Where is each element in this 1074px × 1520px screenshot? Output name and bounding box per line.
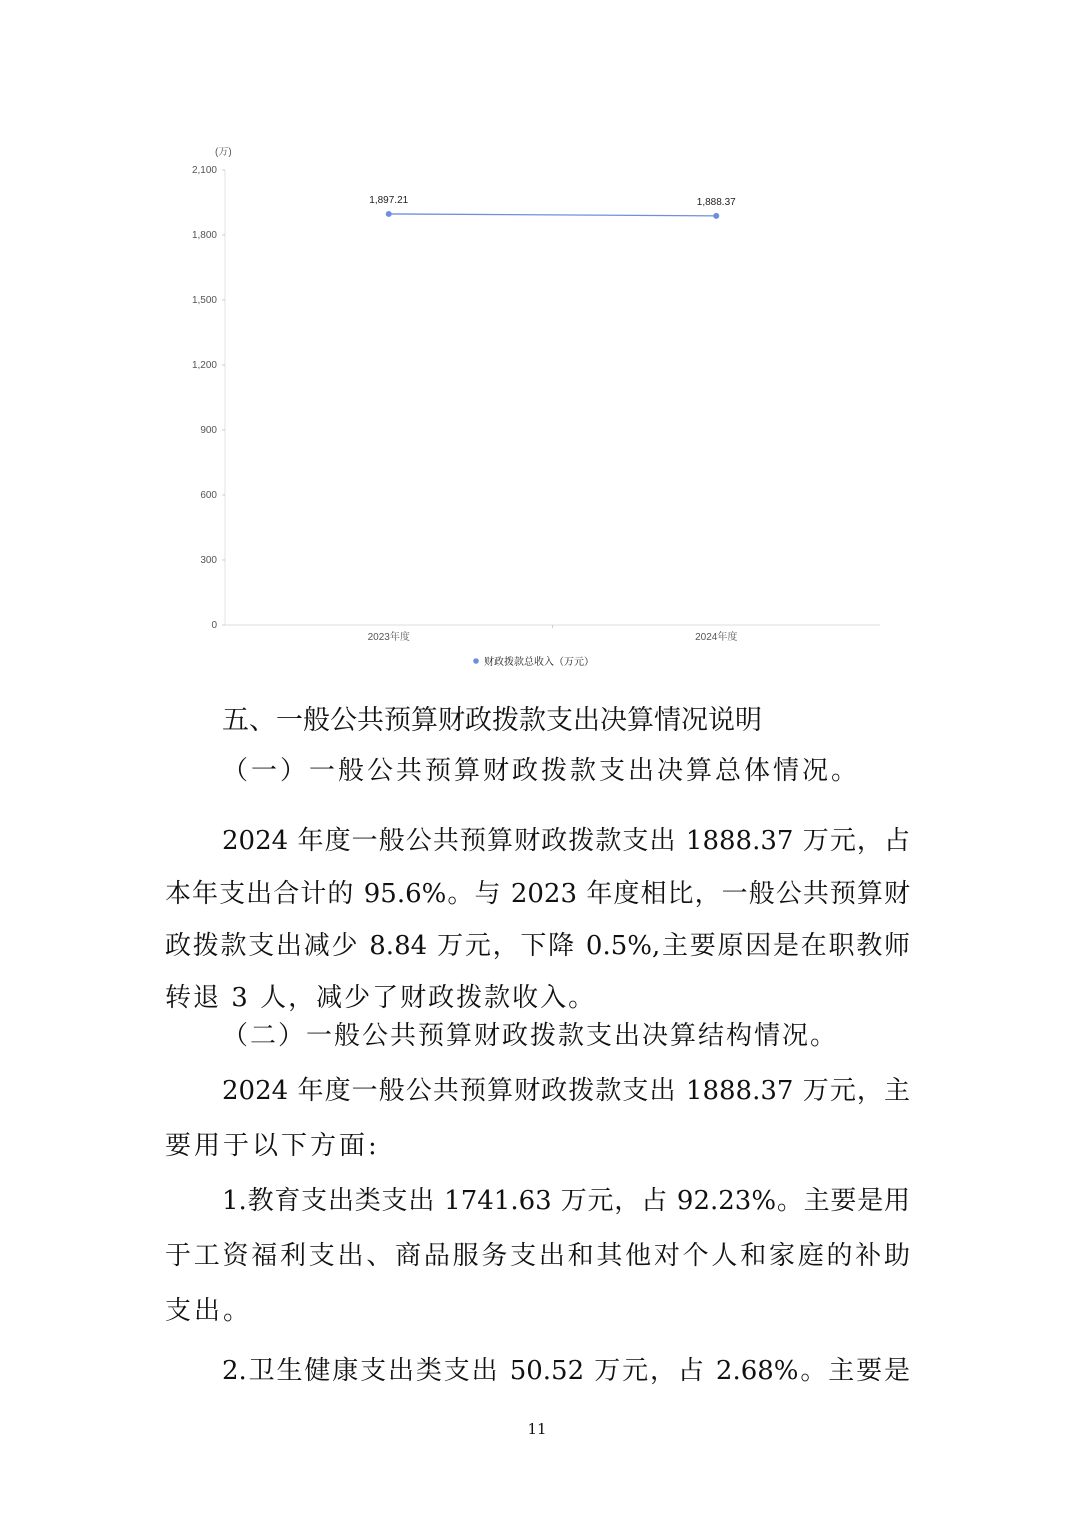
y-tick-label: 0 [211,620,217,631]
y-tick-label: 600 [200,490,217,501]
data-point [713,213,719,219]
y-tick-label: 2,100 [191,165,217,176]
paragraph-line: 本年支出合计的 95.6%。与 2023 年度相比，一般公共预算财 [165,879,910,909]
y-tick-label: 1,200 [191,360,217,371]
y-tick-label: 1,500 [191,295,217,306]
paragraph-line: 2024 年度一般公共预算财政拨款支出 1888.37 万元，占 [222,826,910,856]
paragraph-line: 于工资福利支出、商品服务支出和其他对个人和家庭的补助 [165,1241,910,1271]
y-unit-label: (万) [215,147,232,158]
paragraph-line: 政拨款支出减少 8.84 万元，下降 0.5%,主要原因是在职教师 [165,931,910,961]
paragraph-line: 要用于以下方面: [165,1131,380,1161]
paragraph-line: 2.卫生健康支出类支出 50.52 万元，占 2.68%。主要是 [222,1356,910,1386]
data-label: 1,888.37 [696,196,736,208]
paragraph-line: 2024 年度一般公共预算财政拨款支出 1888.37 万元，主 [222,1076,910,1106]
y-tick-label: 1,800 [191,230,217,241]
paragraph-line: 1.教育支出类支出 1741.63 万元，占 92.23%。主要是用 [222,1186,910,1216]
series-line [389,214,717,216]
subheading-2: （二）一般公共预算财政拨款支出决算结构情况。 [222,1021,839,1051]
page-number: 11 [527,1420,547,1438]
section-heading: 五、一般公共预算财政拨款支出决算情况说明 [222,705,762,736]
data-label: 1,897.21 [369,194,409,206]
legend-marker [473,658,479,664]
legend-label: 财政拨款总收入（万元） [484,657,594,668]
data-point [386,211,392,217]
paragraph-line: 转退 3 人，减少了财政拨款收入。 [165,983,597,1013]
y-tick-label: 300 [200,555,217,566]
paragraph-line: 支出。 [165,1296,253,1326]
x-tick-label: 2023年度 [367,632,410,643]
subheading-1: （一）一般公共预算财政拨款支出决算总体情况。 [222,756,861,786]
x-tick-label: 2024年度 [695,632,738,643]
y-tick-label: 900 [200,425,217,436]
line-chart [0,0,1074,690]
